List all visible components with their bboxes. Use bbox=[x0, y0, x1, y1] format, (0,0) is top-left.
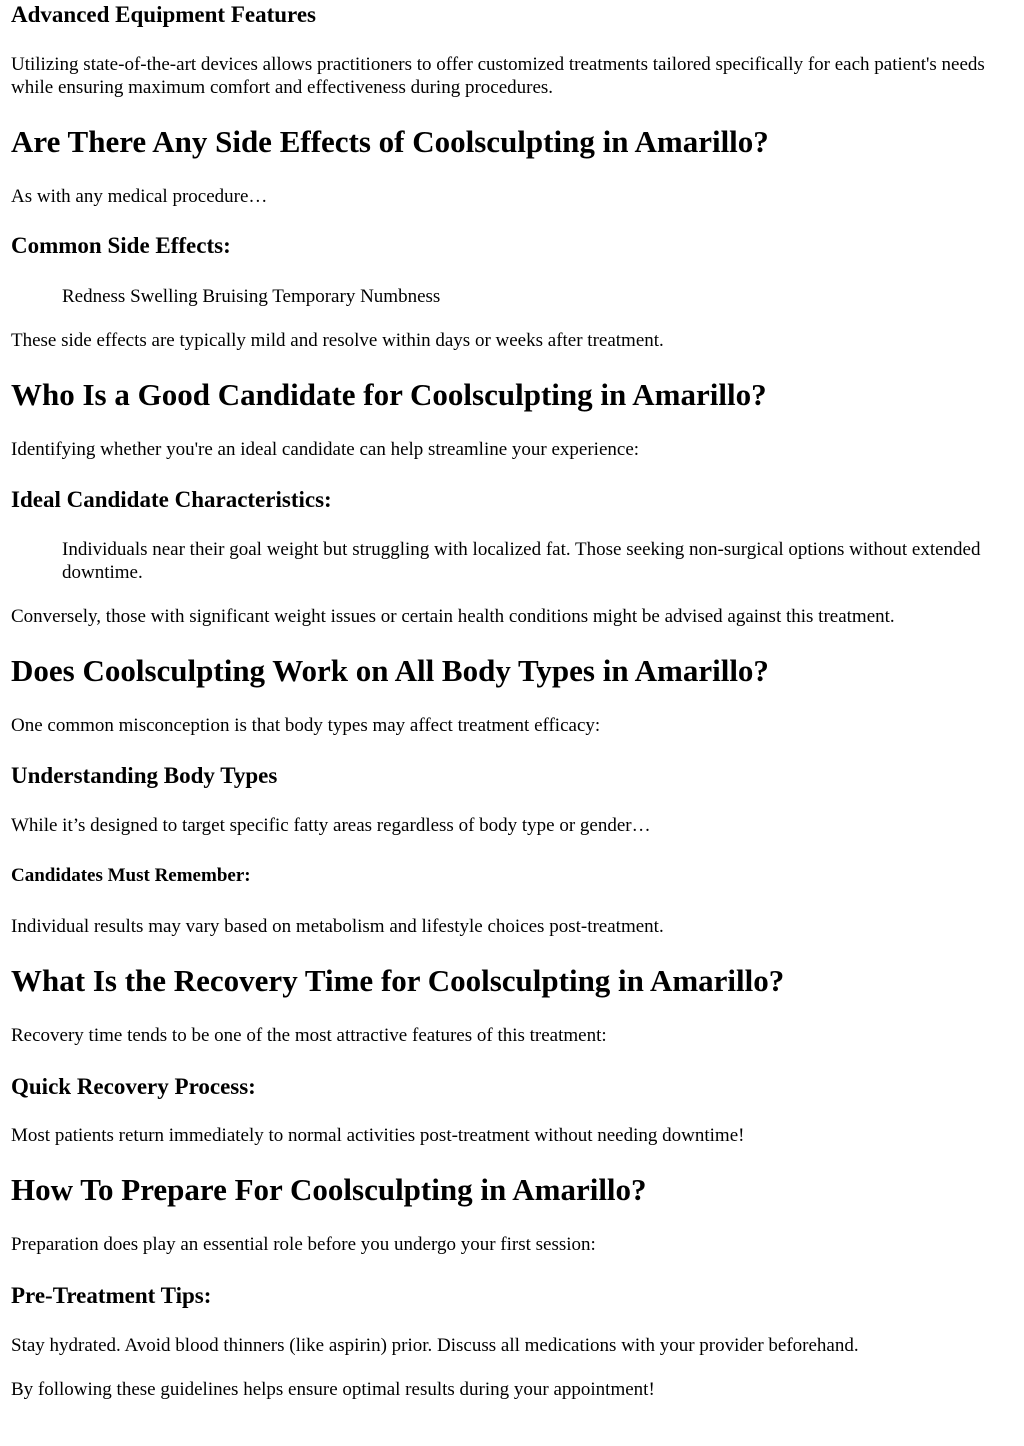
common-side-effects-heading: Common Side Effects: bbox=[11, 233, 231, 258]
understanding-body-types-heading: Understanding Body Types bbox=[11, 763, 278, 788]
equipment-paragraph: Utilizing state-of-the-art devices allows practitioners to offer customized treatments tailored specifically for each patient's needs while ensuring maximum comfort and effectiveness during procedures. bbox=[11, 54, 985, 98]
side-effects-intro: As with any medical procedure… bbox=[11, 186, 268, 207]
quick-recovery-text: Most patients return immediately to normal activities post-treatment without needing downtime! bbox=[11, 1125, 745, 1146]
body-types-heading: Does Coolsculpting Work on All Body Types in Amarillo? bbox=[11, 653, 769, 688]
recovery-intro: Recovery time tends to be one of the most attractive features of this treatment: bbox=[11, 1025, 607, 1046]
pre-treatment-tips-heading: Pre-Treatment Tips: bbox=[11, 1283, 212, 1308]
prepare-intro: Preparation does play an essential role before you undergo your first session: bbox=[11, 1234, 596, 1255]
understanding-body-types-text: While it’s designed to target specific fatty areas regardless of body type or gender… bbox=[11, 815, 651, 836]
ideal-candidate-heading: Ideal Candidate Characteristics: bbox=[11, 487, 332, 512]
side-effects-note: These side effects are typically mild and resolve within days or weeks after treatment. bbox=[11, 330, 664, 351]
candidate-intro: Identifying whether you're an ideal candidate can help streamline your experience: bbox=[11, 439, 640, 460]
closing-paragraph: By following these guidelines helps ensure optimal results during your appointment! bbox=[11, 1379, 655, 1400]
equipment-heading: Advanced Equipment Features bbox=[11, 2, 316, 27]
candidates-remember-heading: Candidates Must Remember: bbox=[11, 865, 251, 886]
side-effects-heading: Are There Any Side Effects of Coolsculpting in Amarillo? bbox=[11, 124, 769, 159]
prepare-heading: How To Prepare For Coolsculpting in Amarillo? bbox=[11, 1172, 647, 1207]
quick-recovery-heading: Quick Recovery Process: bbox=[11, 1074, 256, 1099]
candidate-note: Conversely, those with significant weight issues or certain health conditions might be advised against this treatment. bbox=[11, 606, 895, 627]
common-side-effects-list: Redness Swelling Bruising Temporary Numbness bbox=[62, 286, 441, 307]
ideal-candidate-list: Individuals near their goal weight but struggling with localized fat. Those seeking non-surgical options without extended downtime. bbox=[62, 539, 981, 583]
body-types-intro: One common misconception is that body types may affect treatment efficacy: bbox=[11, 715, 601, 736]
recovery-heading: What Is the Recovery Time for Coolsculpting in Amarillo? bbox=[11, 963, 785, 998]
pre-treatment-tips-text: Stay hydrated. Avoid blood thinners (like aspirin) prior. Discuss all medications with your provider beforehand. bbox=[11, 1335, 859, 1356]
candidates-remember-text: Individual results may vary based on metabolism and lifestyle choices post-treatment. bbox=[11, 916, 664, 937]
candidate-heading: Who Is a Good Candidate for Coolsculpting in Amarillo? bbox=[11, 377, 767, 412]
